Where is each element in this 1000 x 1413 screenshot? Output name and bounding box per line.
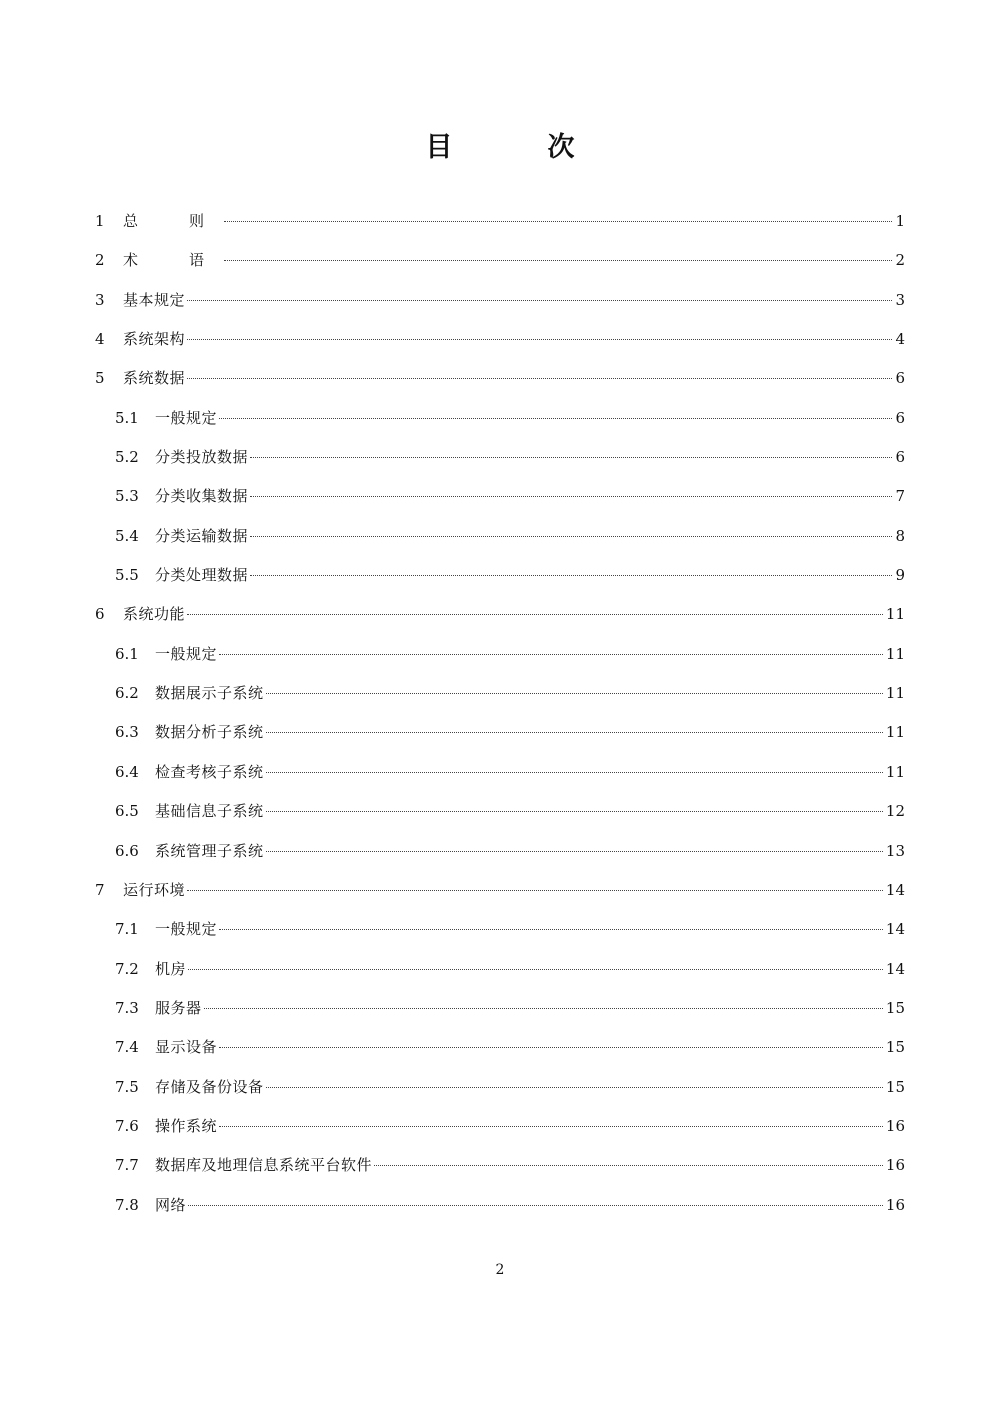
toc-entry-page: 7 [895,487,905,506]
toc-entry-number: 7.2 [115,959,139,978]
dot-leader [374,1165,883,1166]
dot-leader [219,1047,883,1048]
dot-leader [250,457,892,458]
toc-entry-5-3[interactable] [95,477,905,516]
toc-entry-page: 1 [895,212,905,230]
toc-entry-page: 2 [895,251,905,270]
toc-entry-number: 1 [95,212,105,230]
toc-entry-page: 11 [885,644,905,663]
toc-entry-number: 7 [95,880,105,899]
dot-leader [266,851,883,852]
toc-entry-page: 14 [885,920,905,939]
toc-entry-7-8[interactable] [95,1186,905,1225]
dot-leader [266,811,883,812]
toc-entry-label: 网络 [155,1195,187,1214]
toc-entry-number: 7.6 [115,1116,139,1135]
toc-entry-label: 分类投放数据 [155,448,249,467]
toc-entry-number: 6.1 [115,644,139,663]
toc-entry-number: 3 [95,290,105,309]
toc-entry-page: 6 [895,408,905,427]
toc-entry-6-3[interactable] [95,713,905,752]
toc-entry-label: 操作系统 [155,1116,218,1135]
dot-leader [224,221,892,222]
toc-entry-label: 基础信息子系统 [155,802,264,821]
toc-entry-7-7[interactable] [95,1146,905,1185]
toc-entry-7-4[interactable] [95,1028,905,1067]
dot-leader [187,339,892,340]
toc-entry-number: 6.4 [115,762,139,781]
toc-entry-6-6[interactable] [95,832,905,871]
dot-leader [250,575,892,576]
toc-entry-number: 4 [95,330,105,349]
toc-entry-label: 服务器 [155,998,202,1017]
toc-entry-4[interactable] [95,320,905,359]
toc-entry-label: 分类运输数据 [155,526,249,545]
toc-entry-3[interactable] [95,281,905,320]
toc-entry-page: 16 [885,1195,905,1214]
toc-entry-label: 一般规定 [155,408,218,427]
toc-entry-page: 15 [885,998,905,1017]
toc-entry-6-1[interactable] [95,635,905,674]
toc-entry-label: 基本规定 [123,290,186,309]
dot-leader [204,1008,883,1009]
toc-entry-number: 6.5 [115,802,139,821]
toc-entry-label: 数据库及地理信息系统平台软件 [155,1156,373,1175]
toc-entry-label: 系统功能 [123,605,186,624]
toc-entry-7[interactable] [95,871,905,910]
toc-entry-7-2[interactable] [95,950,905,989]
toc-entry-number: 7.1 [115,920,139,939]
toc-entry-label: 机房 [155,959,187,978]
toc-entry-6-2[interactable] [95,674,905,713]
toc-entry-page: 11 [885,684,905,703]
toc-entry-number: 5 [95,369,105,388]
toc-entry-page: 14 [885,959,905,978]
dot-leader [266,772,883,773]
dot-leader [250,496,892,497]
toc-entry-6-5[interactable] [95,792,905,831]
toc-entry-6-4[interactable] [95,753,905,792]
toc-entry-page: 15 [885,1077,905,1096]
toc-entry-page: 9 [895,566,905,585]
toc-entry-page: 11 [885,723,905,742]
toc-entry-5-1[interactable] [95,399,905,438]
dot-leader [266,1087,883,1088]
toc-entry-label: 分类收集数据 [155,487,249,506]
toc-entry-number: 6.6 [115,841,139,860]
toc-entry-1[interactable] [95,202,905,241]
toc-entry-number: 7.5 [115,1077,139,1096]
dot-leader [219,418,892,419]
toc-entry-label: 存储及备份设备 [155,1077,264,1096]
toc-entry-label: 一般规定 [155,644,218,663]
dot-leader [188,969,883,970]
toc-entry-page: 16 [885,1116,905,1135]
toc-entry-page: 12 [885,802,905,821]
toc-entry-label: 检查考核子系统 [155,762,264,781]
toc-entry-5-5[interactable] [95,556,905,595]
dot-leader [266,693,883,694]
dot-leader [224,260,892,261]
toc-entry-7-3[interactable] [95,989,905,1028]
toc-entry-label: 术 语 [123,251,223,270]
dot-leader [266,732,883,733]
toc-entry-label: 分类处理数据 [155,566,249,585]
toc-entry-number: 5.1 [115,408,139,427]
toc-entry-page: 4 [895,330,905,349]
toc-entry-label: 一般规定 [155,920,218,939]
table-of-contents [95,202,905,1225]
toc-entry-number: 6.2 [115,684,139,703]
toc-entry-7-1[interactable] [95,910,905,949]
toc-entry-5[interactable] [95,359,905,398]
toc-entry-6[interactable] [95,595,905,634]
page-number: 2 [495,1262,505,1278]
toc-entry-5-4[interactable] [95,517,905,556]
toc-entry-label: 显示设备 [155,1038,218,1057]
toc-entry-number: 5.5 [115,566,139,585]
toc-entry-page: 6 [895,369,905,388]
dot-leader [219,1126,883,1127]
toc-entry-page: 15 [885,1038,905,1057]
toc-entry-label: 系统管理子系统 [155,841,264,860]
toc-entry-page: 3 [895,290,905,309]
toc-entry-7-5[interactable] [95,1068,905,1107]
dot-leader [188,1205,883,1206]
page-title: 目 次 [425,132,609,163]
toc-entry-page: 13 [885,841,905,860]
toc-entry-number: 5.2 [115,448,139,467]
toc-entry-page: 16 [885,1156,905,1175]
toc-entry-number: 7.8 [115,1195,139,1214]
dot-leader [219,654,883,655]
dot-leader [187,614,883,615]
toc-entry-5-2[interactable] [95,438,905,477]
dot-leader [250,536,892,537]
toc-entry-label: 数据分析子系统 [155,723,264,742]
toc-entry-label: 系统数据 [123,369,186,388]
toc-entry-number: 5.3 [115,487,139,506]
dot-leader [219,929,883,930]
toc-entry-label: 总 则 [123,212,223,230]
dot-leader [187,300,892,301]
toc-entry-label: 运行环境 [123,880,186,899]
dot-leader [187,378,892,379]
toc-entry-2[interactable] [95,241,905,280]
toc-entry-number: 6 [95,605,105,624]
toc-entry-page: 11 [885,605,905,624]
toc-entry-number: 5.4 [115,526,139,545]
toc-entry-number: 7.4 [115,1038,139,1057]
dot-leader [187,890,883,891]
toc-entry-label: 数据展示子系统 [155,684,264,703]
toc-entry-page: 14 [885,880,905,899]
toc-entry-number: 2 [95,251,105,270]
toc-entry-label: 系统架构 [123,330,186,349]
toc-entry-page: 11 [885,762,905,781]
toc-entry-number: 6.3 [115,723,139,742]
toc-entry-number: 7.3 [115,998,139,1017]
toc-entry-7-6[interactable] [95,1107,905,1146]
toc-entry-page: 6 [895,448,905,467]
toc-entry-number: 7.7 [115,1156,139,1175]
toc-entry-page: 8 [895,526,905,545]
